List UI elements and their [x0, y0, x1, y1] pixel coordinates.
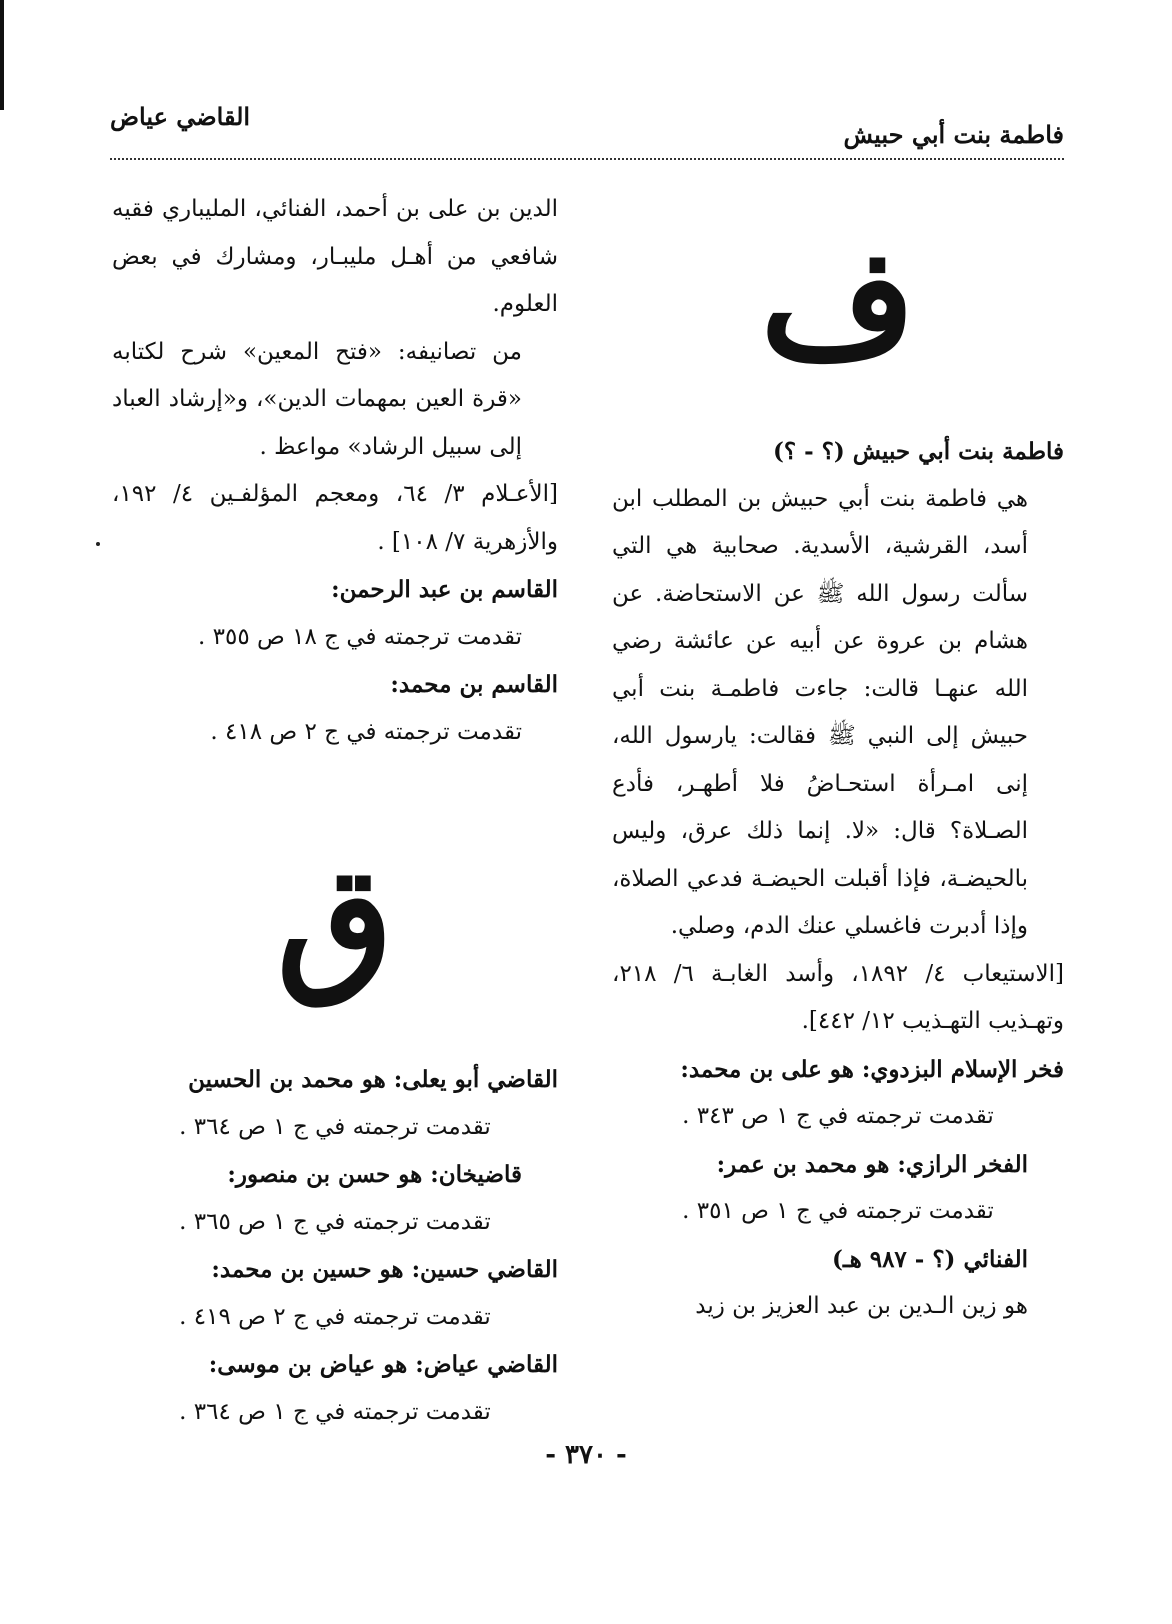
header-left-title: القاضي عياض — [110, 102, 251, 131]
entry-body: تقدمت ترجمته في ج ١ ص ٣٦٥ . — [179, 1208, 491, 1235]
entry-title: الفنائي (؟ - ٩٨٧ هـ) — [831, 1245, 1028, 1273]
section-letter-qaf: ق — [276, 833, 394, 1009]
entry-body: تقدمت ترجمته في ج ١ ص ٣٦٤ . — [179, 1113, 491, 1140]
header-right-title: فاطمة بنت أبي حبيش — [843, 120, 1064, 149]
entry-body: الدين بن على بن أحمد، الفنائي، المليباري فقيه شافعي من أهـل مليبـار، ومشارك في بعض العلوم. — [112, 196, 558, 317]
section-letter-fa: ف — [760, 215, 916, 391]
entry-title: فاطمة بنت أبي حبيش (؟ - ؟) — [772, 438, 1064, 465]
entry-body: هي فاطمة بنت أبي حبيش بن المطلب ابن أسد، القرشية، الأسدية. صحابية هي التي سألت رسول الله ﷺ عن الاستحاضة. عن هشام بن عروة عن أبيه عن عائشة رضي الله عنهـا قالت: جاءت فاطمـة بنت أبي حبيش إلى النبي ﷺ فقالت: يارسول الله، إنى امـرأة استحـاضُ فلا أطهـر، فأدع الصـلاة؟ قال: «لا. إنما ذلك عرق، وليس بالحيضـة، فإذا أقبلت الحيضـة فدعي الصلاة، وإذا أدبرت فاغسلي عنك الدم، وصلي. — [612, 485, 1028, 939]
entry-body: تقدمت ترجمته في ج ١ ص ٣٤٣ . — [682, 1103, 994, 1129]
entry-title: القاضي عياض: هو عياض بن موسى: — [208, 1351, 558, 1378]
entry-title: القاضي حسين: هو حسين بن محمد: — [211, 1256, 558, 1283]
entry-title: القاسم بن محمد: — [390, 671, 558, 698]
entry-reference: [الأعـلام ٣/ ٦٤، ومعجم المؤلفـين ٤/ ١٩٢، والأزهرية ٧/ ١٠٨] . — [112, 481, 559, 555]
entry-reference: [الاستيعاب ٤/ ١٨٩٢، وأسد الغابـة ٦/ ٢١٨، وتهـذيب التهـذيب ١٢/ ٤٤٢]. — [612, 960, 1065, 1034]
entry-title: فخر الإسلام البزدوي: هو على بن محمد: — [680, 1055, 1064, 1083]
right-column — [612, 188, 1064, 1331]
entry-title: القاضي أبو يعلى: هو محمد بن الحسين — [188, 1066, 558, 1093]
running-header — [110, 102, 1064, 160]
entry-title: قاضيخان: هو حسن بن منصور: — [227, 1161, 522, 1188]
page-number: - ٣٧٠ - — [545, 1440, 627, 1470]
page-edge — [0, 0, 4, 110]
entry-body: تقدمت ترجمته في ج ١٨ ص ٣٥٥ . — [198, 623, 522, 650]
entry-body: تقدمت ترجمته في ج ١ ص ٣٥١ . — [682, 1198, 994, 1224]
entry-body: من تصانيفه: «فتح المعين» شرح لكتابه «قرة العين بمهمات الدين»، و«إرشاد العباد إلى سبيل الرشاد» مواعظ . — [112, 338, 522, 460]
entry-body: هو زين الـدين بن عبد العزيز بن زيد — [695, 1293, 1028, 1319]
entry-body: تقدمت ترجمته في ج ١ ص ٣٦٤ . — [179, 1398, 491, 1425]
entry-title: الفخر الرازي: هو محمد بن عمر: — [716, 1150, 1028, 1178]
stray-dot — [96, 542, 100, 546]
left-column — [112, 186, 558, 1436]
entry-body: تقدمت ترجمته في ج ٢ ص ٤١٩ . — [179, 1303, 491, 1330]
entry-title: القاسم بن عبد الرحمن: — [331, 576, 558, 603]
entry-body: تقدمت ترجمته في ج ٢ ص ٤١٨ . — [210, 718, 522, 745]
